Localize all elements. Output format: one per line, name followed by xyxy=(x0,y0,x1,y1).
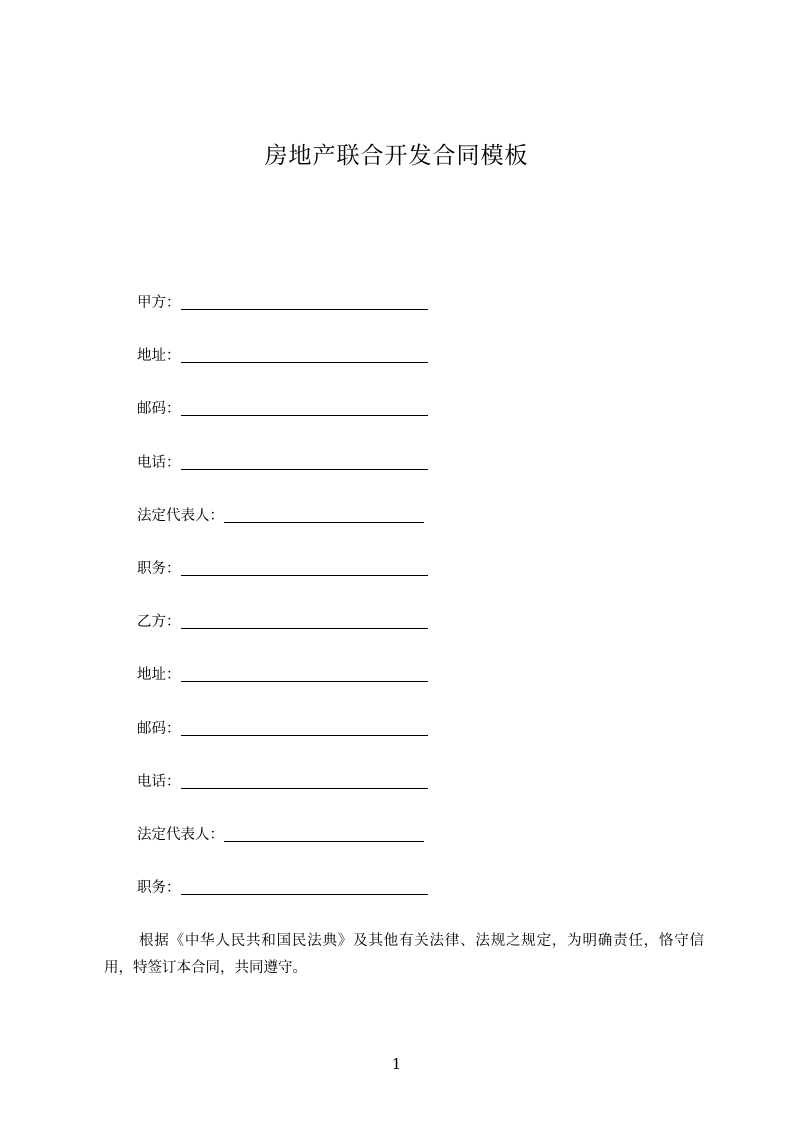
blank-line xyxy=(181,878,428,895)
party-b-position-field xyxy=(137,874,457,927)
blank-line xyxy=(181,453,428,470)
page-number: 1 xyxy=(391,1055,402,1073)
party-info-fields xyxy=(137,289,457,927)
field-label: 甲方： xyxy=(137,295,181,311)
party-a-position-field xyxy=(137,555,457,608)
blank-line xyxy=(181,559,428,576)
field-label: 职务： xyxy=(137,880,181,897)
blank-line xyxy=(181,399,428,416)
party-a-phone-field xyxy=(137,449,457,502)
blank-line xyxy=(224,825,424,842)
field-label: 地址： xyxy=(137,667,181,684)
blank-line xyxy=(181,665,428,682)
blank-line xyxy=(181,346,428,363)
party-a-legal-representative-field xyxy=(137,502,457,555)
blank-line xyxy=(224,506,424,523)
field-label: 地址： xyxy=(137,348,181,365)
blank-line xyxy=(181,719,428,736)
field-label: 邮码： xyxy=(137,720,181,737)
party-a-name-field xyxy=(137,289,457,342)
blank-line xyxy=(181,772,428,789)
party-b-legal-representative-field xyxy=(137,821,457,874)
party-b-address-field xyxy=(137,661,457,714)
blank-line xyxy=(181,612,428,629)
party-a-address-field xyxy=(137,342,457,395)
party-b-phone-field xyxy=(137,768,457,821)
field-label: 电话： xyxy=(137,454,181,471)
party-b-postcode-field xyxy=(137,715,457,768)
document-title: 房地产联合开发合同模板 xyxy=(264,143,529,169)
field-label: 法定代表人： xyxy=(137,826,224,843)
contract-preamble: 根据《中华人民共和国民法典》及其他有关法律、法规之规定，为明确责任，恪守信用，特签订本合同，共同遵守。 xyxy=(104,933,704,976)
party-b-name-field xyxy=(137,608,457,661)
field-label: 乙方： xyxy=(137,614,181,631)
field-label: 邮码： xyxy=(137,401,181,418)
field-label: 电话： xyxy=(137,773,181,790)
field-label: 法定代表人： xyxy=(137,507,224,524)
party-a-postcode-field xyxy=(137,395,457,448)
field-label: 职务： xyxy=(137,560,181,577)
blank-line xyxy=(181,293,428,310)
